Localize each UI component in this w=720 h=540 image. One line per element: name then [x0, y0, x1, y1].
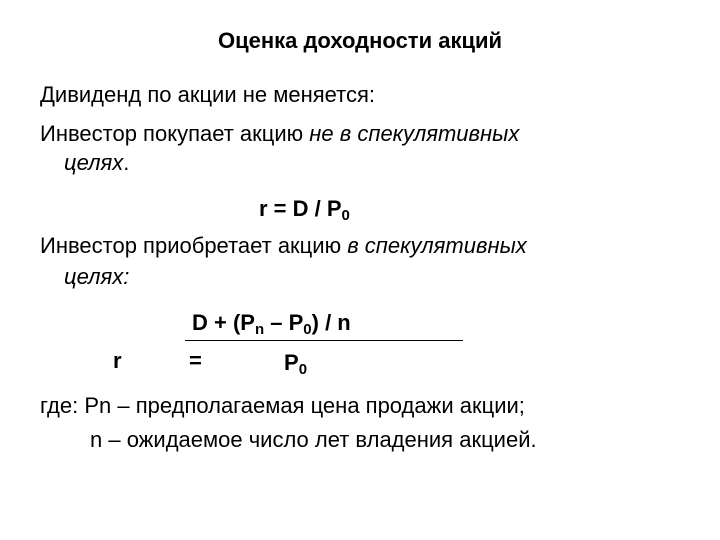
formula-numerator — [192, 310, 351, 336]
formula-numerator-a: D + (P — [192, 310, 255, 335]
formula-numerator-sub-n: n — [254, 321, 265, 338]
text-line-investor-buys-prefix: Инвестор покупает акцию — [40, 121, 310, 146]
text-line-where: где: Pn – предполагаемая цена продажи акции; — [40, 393, 525, 418]
formula-numerator-sub-0: 0 — [303, 321, 312, 338]
formula-equals: = — [189, 348, 202, 373]
text-line-goals — [64, 150, 129, 176]
text-line-dividend: Дивиденд по акции не меняется: — [40, 82, 376, 107]
formula-simple-text: r = D / P — [259, 196, 342, 221]
text-line-investor-acquires — [40, 233, 527, 259]
formula-numerator-c: ) / n — [311, 310, 351, 335]
text-line-investor-buys-italic: не в спекулятивных — [309, 121, 520, 146]
formula-denominator — [284, 350, 307, 376]
text-line-investor-buys — [40, 121, 519, 147]
text-line-goals-2 — [64, 264, 129, 290]
text-line-investor-acquires-italic: в спекулятивных — [347, 233, 527, 258]
fraction-bar — [185, 340, 463, 341]
formula-r: r — [113, 348, 122, 373]
formula-simple — [259, 196, 350, 222]
page-title: Оценка доходности акций — [217, 28, 503, 53]
text-line-goals-italic: целях — [64, 150, 124, 175]
formula-simple-sub: 0 — [341, 207, 350, 224]
formula-numerator-b: – P — [264, 310, 304, 335]
text-line-goals-2-italic: целях: — [64, 264, 130, 289]
text-line-n-definition: n – ожидаемое число лет владения акцией. — [90, 427, 537, 452]
text-line-goals-suffix: . — [123, 150, 130, 175]
text-line-investor-acquires-prefix: Инвестор приобретает акцию — [40, 233, 348, 258]
formula-denominator-sub: 0 — [298, 361, 308, 378]
formula-denominator-p: P — [284, 350, 299, 375]
